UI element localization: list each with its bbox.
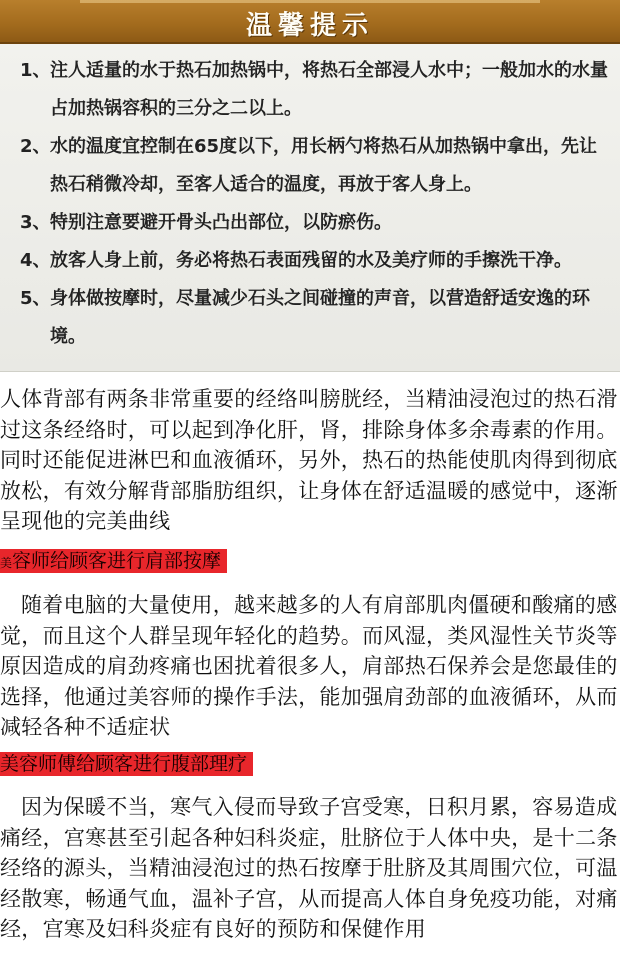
tip-item [20, 242, 615, 280]
tip-number: 1、 [20, 60, 51, 81]
tip-number: 4、 [20, 250, 51, 271]
tip-text: 注人适量的水于热石加热锅中，将热石全部浸人水中；一般加水的水量占加热锅容积的三分之二以上。 [50, 60, 608, 119]
tip-text: 身体做按摩时，尽量减少石头之间碰撞的声音，以营造舒适安逸的环境。 [50, 288, 590, 347]
section-heading-abdomen: 美容师傅给顾客进行腹部理疗 [0, 752, 253, 776]
heading-prefix: 美 [0, 556, 13, 570]
heading-text: 容师给顾客进行肩部按摩 [12, 550, 222, 572]
tip-item [20, 52, 615, 128]
abdomen-paragraph: 因为保暖不当，寒气入侵而导致子宫受寒，日积月累，容易造成痛经，宫寒甚至引起各种妇科炎症，肚脐位于人体中央，是十二条经络的源头，当精油浸泡过的热石按摩于肚脐及其周围穴位，可温经散寒，畅通气血，温补子宫，从而提高人体自身免疫功能，对痛经，宫寒及妇科炎症有良好的预防和保健作用 [0, 795, 618, 941]
tips-title: 温馨提示 [245, 11, 374, 41]
tip-item [20, 280, 615, 356]
intro-paragraph: 人体背部有两条非常重要的经络叫膀胱经，当精油浸泡过的热石滑过这条经络时，可以起到净化肝，肾，排除身体多余毒素的作用。同时还能促进淋巴和血液循环，另外，热石的热能使肌肉得到彻底放松，有效分解背部脂肪组织，让身体在舒适温暖的感觉中，逐渐呈现他的完美曲线 [0, 387, 618, 533]
tips-header [0, 0, 620, 44]
tip-number: 2、 [20, 136, 51, 157]
tip-item [20, 128, 615, 204]
section-heading-shoulder [0, 549, 227, 573]
tips-card [0, 0, 620, 372]
tips-list [20, 52, 615, 356]
tip-text: 特别注意要避开骨头凸出部位，以防瘀伤。 [50, 212, 392, 233]
tip-number: 5、 [20, 288, 51, 309]
tip-item [20, 204, 615, 242]
tip-text: 水的温度宜控制在65度以下，用长柄勺将热石从加热锅中拿出，先让热石稍微冷却，至客人适合的温度，再放于客人身上。 [50, 136, 598, 195]
tip-number: 3、 [20, 212, 51, 233]
shoulder-paragraph: 随着电脑的大量使用，越来越多的人有肩部肌肉僵硬和酸痛的感觉，而且这个人群呈现年轻化的趋势。而风湿，类风湿性关节炎等原因造成的肩劲疼痛也困扰着很多人，肩部热石保养会是您最佳的选择，他通过美容师的操作手法，能加强肩劲部的血液循环，从而减轻各种不适症状 [0, 593, 618, 739]
header-decoration [80, 0, 540, 3]
tip-text: 放客人身上前，务必将热石表面残留的水及美疗师的手擦洗干净。 [50, 250, 572, 271]
